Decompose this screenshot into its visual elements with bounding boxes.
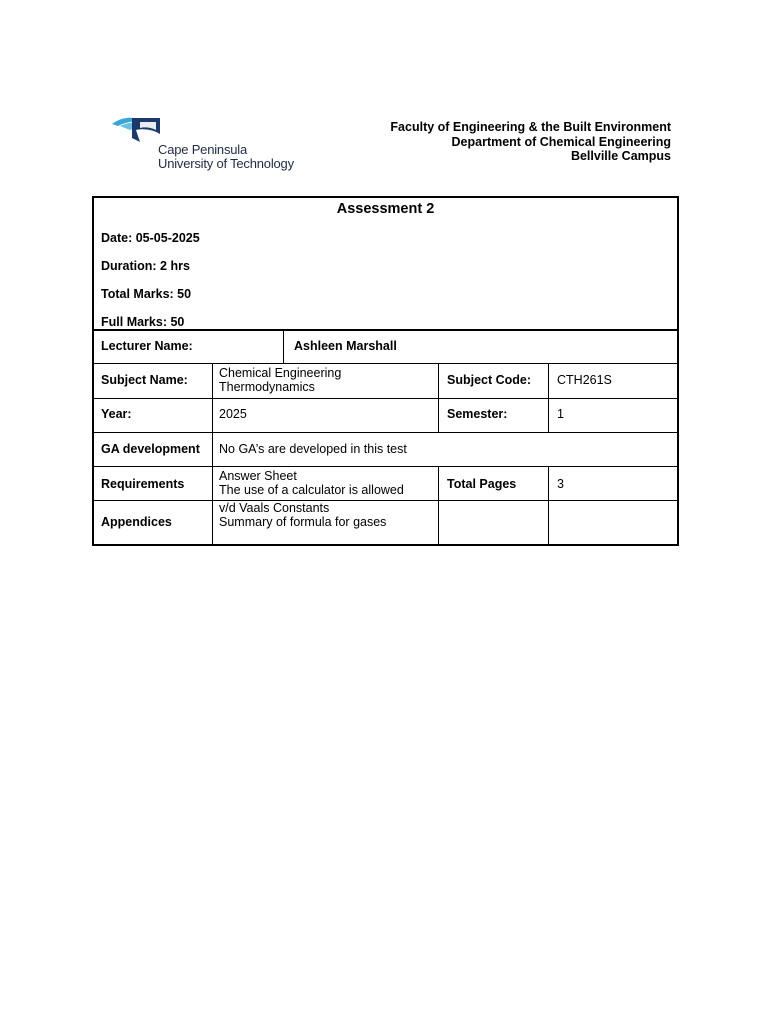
row-divider [94, 432, 677, 433]
subject-code-value: CTH261S [557, 373, 612, 387]
requirements-label: Requirements [101, 477, 185, 491]
logo-text-line2: University of Technology [158, 156, 294, 171]
department-name: Department of Chemical Engineering [451, 134, 671, 149]
column-divider [438, 466, 439, 544]
campus-name: Bellville Campus [570, 149, 671, 163]
total-pages-value: 3 [557, 477, 564, 491]
row-divider [94, 363, 677, 364]
assessment-date: Date: 05-05-2025 [101, 231, 200, 245]
column-divider [548, 466, 549, 544]
column-divider [283, 331, 284, 363]
subject-name-line1: Chemical Engineering [219, 366, 342, 380]
requirements-line1: Answer Sheet [219, 469, 297, 483]
total-pages-label: Total Pages [447, 477, 517, 491]
subject-name-line2: Thermodynamics [219, 380, 315, 394]
logo-text-line1: Cape Peninsula [158, 142, 247, 157]
ga-development-label: GA development [101, 442, 200, 456]
requirements-value [212, 469, 404, 497]
year-label: Year: [101, 407, 132, 421]
column-divider [548, 398, 549, 432]
faculty-header [390, 120, 671, 164]
row-divider [94, 398, 677, 399]
lecturer-value: Ashleen Marshall [294, 339, 397, 353]
subject-name-value [212, 366, 341, 394]
lecturer-label: Lecturer Name: [101, 339, 193, 353]
assessment-duration: Duration: 2 hrs [101, 259, 190, 273]
appendices-value [212, 501, 386, 529]
assessment-title: Assessment 2 [336, 201, 435, 217]
column-divider [438, 398, 439, 432]
subject-code-label: Subject Code: [447, 373, 532, 387]
appendices-line2: Summary of formula for gases [219, 515, 387, 529]
assessment-info-section [94, 198, 677, 331]
assessment-cover-table [92, 196, 679, 546]
faculty-name: Faculty of Engineering & the Built Environment [390, 120, 671, 134]
assessment-total-marks: Total Marks: 50 [101, 287, 192, 301]
row-divider [94, 466, 677, 467]
semester-value: 1 [557, 407, 564, 421]
subject-name-label: Subject Name: [101, 373, 188, 387]
column-divider [548, 363, 549, 398]
semester-label: Semester: [447, 407, 508, 421]
year-value: 2025 [219, 407, 247, 421]
requirements-line2: The use of a calculator is allowed [219, 483, 404, 497]
ga-development-value: No GA’s are developed in this test [219, 442, 407, 456]
cput-logo [110, 112, 300, 172]
appendices-line1: v/d Vaals Constants [219, 501, 330, 515]
assessment-full-marks: Full Marks: 50 [101, 315, 185, 329]
column-divider [438, 363, 439, 398]
appendices-label: Appendices [101, 515, 172, 529]
